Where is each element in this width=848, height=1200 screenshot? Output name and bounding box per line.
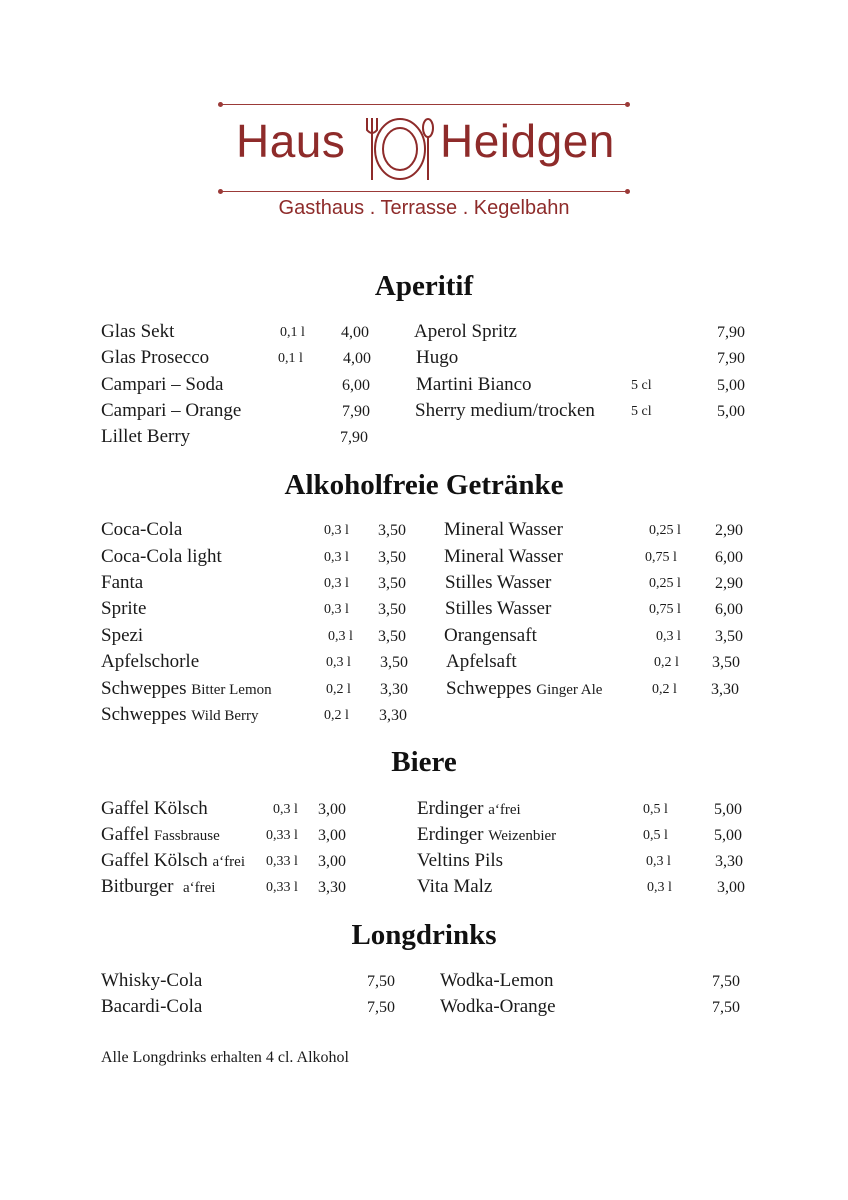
logo-top-rule xyxy=(222,104,626,105)
menu-item-price: 3,30 xyxy=(318,879,346,896)
menu-item-price: 2,90 xyxy=(715,522,743,539)
menu-item-name: Hugo xyxy=(416,347,459,368)
menu-item-volume: 0,3 l xyxy=(324,550,349,565)
menu-item-volume: 0,3 l xyxy=(326,655,351,670)
menu-item-price: 3,50 xyxy=(378,628,406,645)
menu-item-brand: Schweppes xyxy=(101,704,187,725)
menu-item-name xyxy=(417,824,556,846)
menu-item-name: Campari – Orange xyxy=(101,400,242,421)
restaurant-logo xyxy=(218,98,630,224)
menu-item-name: Apfelschorle xyxy=(101,651,200,672)
menu-item-price: 5,00 xyxy=(714,801,742,818)
menu-item-volume: 0,3 l xyxy=(647,880,672,895)
menu-item-price: 3,30 xyxy=(379,707,407,724)
menu-item-price: 3,30 xyxy=(380,681,408,698)
menu-item-volume: 0,3 l xyxy=(328,629,353,644)
menu-item-price: 7,90 xyxy=(340,429,368,446)
menu-item-brand: Bitburger xyxy=(101,876,174,897)
menu-item-volume: 0,3 l xyxy=(273,802,298,817)
menu-item-price: 3,00 xyxy=(318,827,346,844)
menu-item-price: 7,90 xyxy=(717,350,745,367)
menu-item-variant: Weizenbier xyxy=(488,828,557,844)
menu-item-name xyxy=(101,824,220,846)
menu-item-price: 7,50 xyxy=(367,973,395,990)
menu-item-price: 7,90 xyxy=(717,324,745,341)
menu-item-variant: Bitter Lemon xyxy=(191,682,272,698)
menu-item-price: 3,00 xyxy=(318,801,346,818)
menu-item-price: 4,00 xyxy=(343,350,371,367)
menu-item-price: 3,00 xyxy=(318,853,346,870)
logo-bottom-rule xyxy=(222,191,626,192)
menu-item-price: 3,50 xyxy=(378,601,406,618)
longdrinks-note: Alle Longdrinks erhalten 4 cl. Alkohol xyxy=(101,1049,349,1066)
menu-item-variant: a‘frei xyxy=(212,854,245,870)
menu-item-price: 5,00 xyxy=(714,827,742,844)
menu-item-volume: 0,33 l xyxy=(266,828,298,843)
menu-item-name: Glas Sekt xyxy=(101,321,175,342)
menu-item-name: Mineral Wasser xyxy=(444,519,563,540)
menu-item-price: 6,00 xyxy=(342,377,370,394)
menu-item-variant: Ginger Ale xyxy=(536,682,603,698)
menu-item-price: 3,30 xyxy=(715,853,743,870)
menu-item-price: 3,00 xyxy=(717,879,745,896)
section-heading-biere: Biere xyxy=(391,746,457,778)
menu-item-name: Glas Prosecco xyxy=(101,347,210,368)
menu-item-volume: 0,3 l xyxy=(656,629,681,644)
menu-item-volume: 0,2 l xyxy=(324,708,349,723)
menu-item-volume: 0,5 l xyxy=(643,828,668,843)
logo-word-heidgen: Heidgen xyxy=(440,115,615,167)
menu-item-name: Whisky-Cola xyxy=(101,970,203,991)
menu-item-price: 3,30 xyxy=(711,681,739,698)
menu-item-price: 6,00 xyxy=(715,601,743,618)
menu-item-brand: Schweppes xyxy=(446,678,532,699)
menu-item-name xyxy=(417,798,521,820)
menu-item-name: Veltins Pils xyxy=(417,850,504,871)
menu-item-name: Stilles Wasser xyxy=(445,598,552,619)
menu-item-price: 5,00 xyxy=(717,403,745,420)
menu-item-volume: 0,3 l xyxy=(324,576,349,591)
menu-item-volume: 0,1 l xyxy=(278,351,303,366)
menu-item-variant: a‘frei xyxy=(182,880,216,896)
menu-item-volume: 0,3 l xyxy=(324,602,349,617)
menu-item-variant: a‘frei xyxy=(488,802,521,818)
menu-item-name: Spezi xyxy=(101,625,144,646)
menu-item-name: Wodka-Orange xyxy=(440,996,556,1017)
menu-item-volume: 0,5 l xyxy=(643,802,668,817)
menu-item-price: 5,00 xyxy=(717,377,745,394)
menu-item-name: Coca-Cola light xyxy=(101,546,222,567)
menu-item-price: 7,90 xyxy=(342,403,370,420)
menu-item-name: Coca-Cola xyxy=(101,519,183,540)
menu-item-price: 7,50 xyxy=(712,999,740,1016)
logo-subtitle: Gasthaus . Terrasse . Kegelbahn xyxy=(278,197,570,219)
menu-item-volume: 0,2 l xyxy=(654,655,679,670)
menu-item-name: Lillet Berry xyxy=(101,426,191,447)
menu-item-name xyxy=(101,850,245,872)
menu-item-name xyxy=(101,704,259,726)
menu-item-price: 3,50 xyxy=(712,654,740,671)
menu-item-price: 3,50 xyxy=(378,549,406,566)
menu-item-volume: 0,2 l xyxy=(652,682,677,697)
menu-item-volume: 0,25 l xyxy=(649,576,681,591)
menu-item-name: Vita Malz xyxy=(417,876,493,897)
menu-item-name: Apfelsaft xyxy=(446,651,517,672)
menu-item-name: Wodka-Lemon xyxy=(440,970,554,991)
menu-item-volume: 5 cl xyxy=(631,404,652,419)
menu-item-price: 7,50 xyxy=(712,973,740,990)
logo-word-haus: Haus xyxy=(236,115,346,167)
menu-item-price: 3,50 xyxy=(715,628,743,645)
menu-item-volume: 0,33 l xyxy=(266,880,298,895)
menu-item-name: Sprite xyxy=(101,598,147,619)
menu-item-name: Mineral Wasser xyxy=(444,546,563,567)
menu-item-name: Sherry medium/trocken xyxy=(415,400,595,421)
plate-cutlery-icon xyxy=(360,112,440,186)
menu-item-variant: Wild Berry xyxy=(191,708,259,724)
menu-item-price: 3,50 xyxy=(380,654,408,671)
menu-item-volume: 0,2 l xyxy=(326,682,351,697)
menu-item-name: Fanta xyxy=(101,572,144,593)
menu-item-brand: Gaffel Kölsch xyxy=(101,850,208,871)
menu-item-price: 3,50 xyxy=(378,522,406,539)
menu-item-volume: 0,75 l xyxy=(645,550,677,565)
menu-item-brand: Schweppes xyxy=(101,678,187,699)
menu-item-volume: 0,33 l xyxy=(266,854,298,869)
section-heading-aperitif: Aperitif xyxy=(374,270,474,302)
menu-item-name: Campari – Soda xyxy=(101,374,224,395)
menu-item-name: Stilles Wasser xyxy=(445,572,552,593)
menu-item-name: Martini Bianco xyxy=(416,374,532,395)
menu-item-name: Gaffel Kölsch xyxy=(101,798,208,819)
menu-item-volume: 0,25 l xyxy=(649,523,681,538)
menu-item-brand: Gaffel xyxy=(101,824,150,845)
menu-item-brand: Erdinger xyxy=(417,824,484,845)
menu-item-price: 4,00 xyxy=(341,324,369,341)
menu-item-brand: Erdinger xyxy=(417,798,484,819)
menu-item-volume: 0,1 l xyxy=(280,325,305,340)
menu-item-name xyxy=(101,876,215,898)
menu-item-volume: 0,3 l xyxy=(646,854,671,869)
menu-item-volume: 0,3 l xyxy=(324,523,349,538)
menu-item-price: 2,90 xyxy=(715,575,743,592)
section-heading-longdrinks: Longdrinks xyxy=(351,919,497,951)
menu-item-name: Bacardi-Cola xyxy=(101,996,203,1017)
menu-item-price: 6,00 xyxy=(715,549,743,566)
menu-item-name xyxy=(446,678,602,700)
menu-item-name xyxy=(101,678,272,700)
menu-item-variant: Fassbrause xyxy=(153,828,220,844)
menu-item-name: Aperol Spritz xyxy=(414,321,517,342)
menu-item-volume: 5 cl xyxy=(631,378,652,393)
menu-item-volume: 0,75 l xyxy=(649,602,681,617)
menu-item-price: 3,50 xyxy=(378,575,406,592)
menu-item-name: Orangensaft xyxy=(444,625,537,646)
section-heading-alkoholfrei: Alkoholfreie Getränke xyxy=(284,469,564,501)
menu-item-price: 7,50 xyxy=(367,999,395,1016)
